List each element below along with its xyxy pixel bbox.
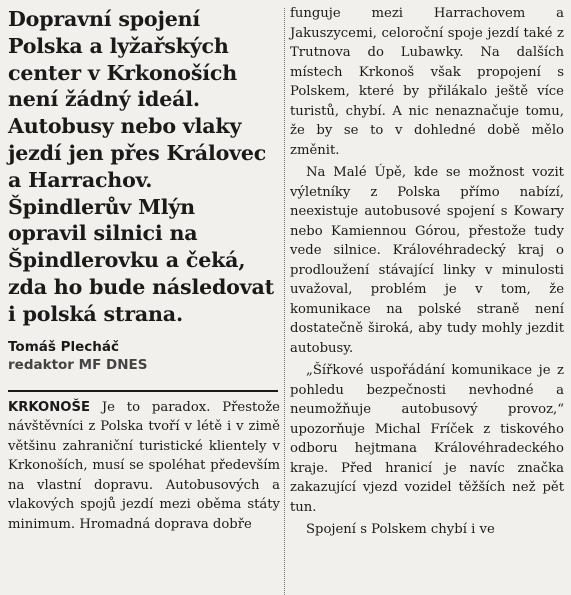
author-name: Tomáš Plecháč (8, 338, 120, 355)
lead-text: Je to paradox. Přestože návštěvníci z Polska tvoří v létě i v zimě většinu zahraniční turistické klientely v Krkonoších, musí se spoléhat především na vlastní dopravu. Autobusových a vlakových spojů jezdí mezi oběma státy minimum. Hromadná doprava dobře (8, 399, 280, 532)
author-role: redaktor MF DNES (8, 356, 148, 373)
body-paragraph-1: funguje mezi Harrachovem a Jakuszycemi, celoroční spoje jezdí také z Trutnova do Lubawky. Na dalších místech Krkonoš však propojení s Polskem, které by přilákalo ještě více turistů, chybí. A nic nenaznačuje tomu, že by se to v dohledné době mělo změnit. (290, 6, 564, 158)
body-paragraph-2: Na Malé Úpě, kde se možnost vozit výletníky z Polska přímo nabízí, neexistuje autobusové spojení s Kowary nebo Kamiennou Górou, přestože tudy vede silnice. Královéhradecký kraj o prodloužení stávající linky v minulosti uvažoval, problém je v tom, že komunikace na polské straně není dostatečně široká, aby tudy mohly jezdit autobusy. (290, 165, 564, 356)
body-paragraph-3: „Šířkové uspořádání komunikace je z pohledu bezpečnosti nevhodné a neumožňuje autobusový provoz,“ upozorňuje Michal Fríček z tiskového odboru hejtmana Královéhradeckého kraje. Před hranicí je navíc značka zakazující vjezd vozidel těžších než pět tun. (290, 363, 564, 515)
kicker-location: KRKONOŠE (8, 399, 90, 415)
headline: Dopravní spojení Polska a lyžařských center v Krkonoších není žádný ideál. Autobusy nebo vlaky jezdí jen přes Královec a Harrachov. Špindlerův Mlýn opravil silnici na Špindlerovku a čeká, zda ho bude následovat i polská strana. (8, 7, 274, 326)
lead-paragraph (8, 398, 280, 535)
byline (8, 338, 280, 374)
left-column (8, 6, 280, 534)
column-divider (284, 8, 286, 595)
section-rule (8, 390, 278, 392)
right-column (290, 4, 564, 540)
body-paragraph-4: Spojení s Polskem chybí i ve (306, 522, 495, 537)
